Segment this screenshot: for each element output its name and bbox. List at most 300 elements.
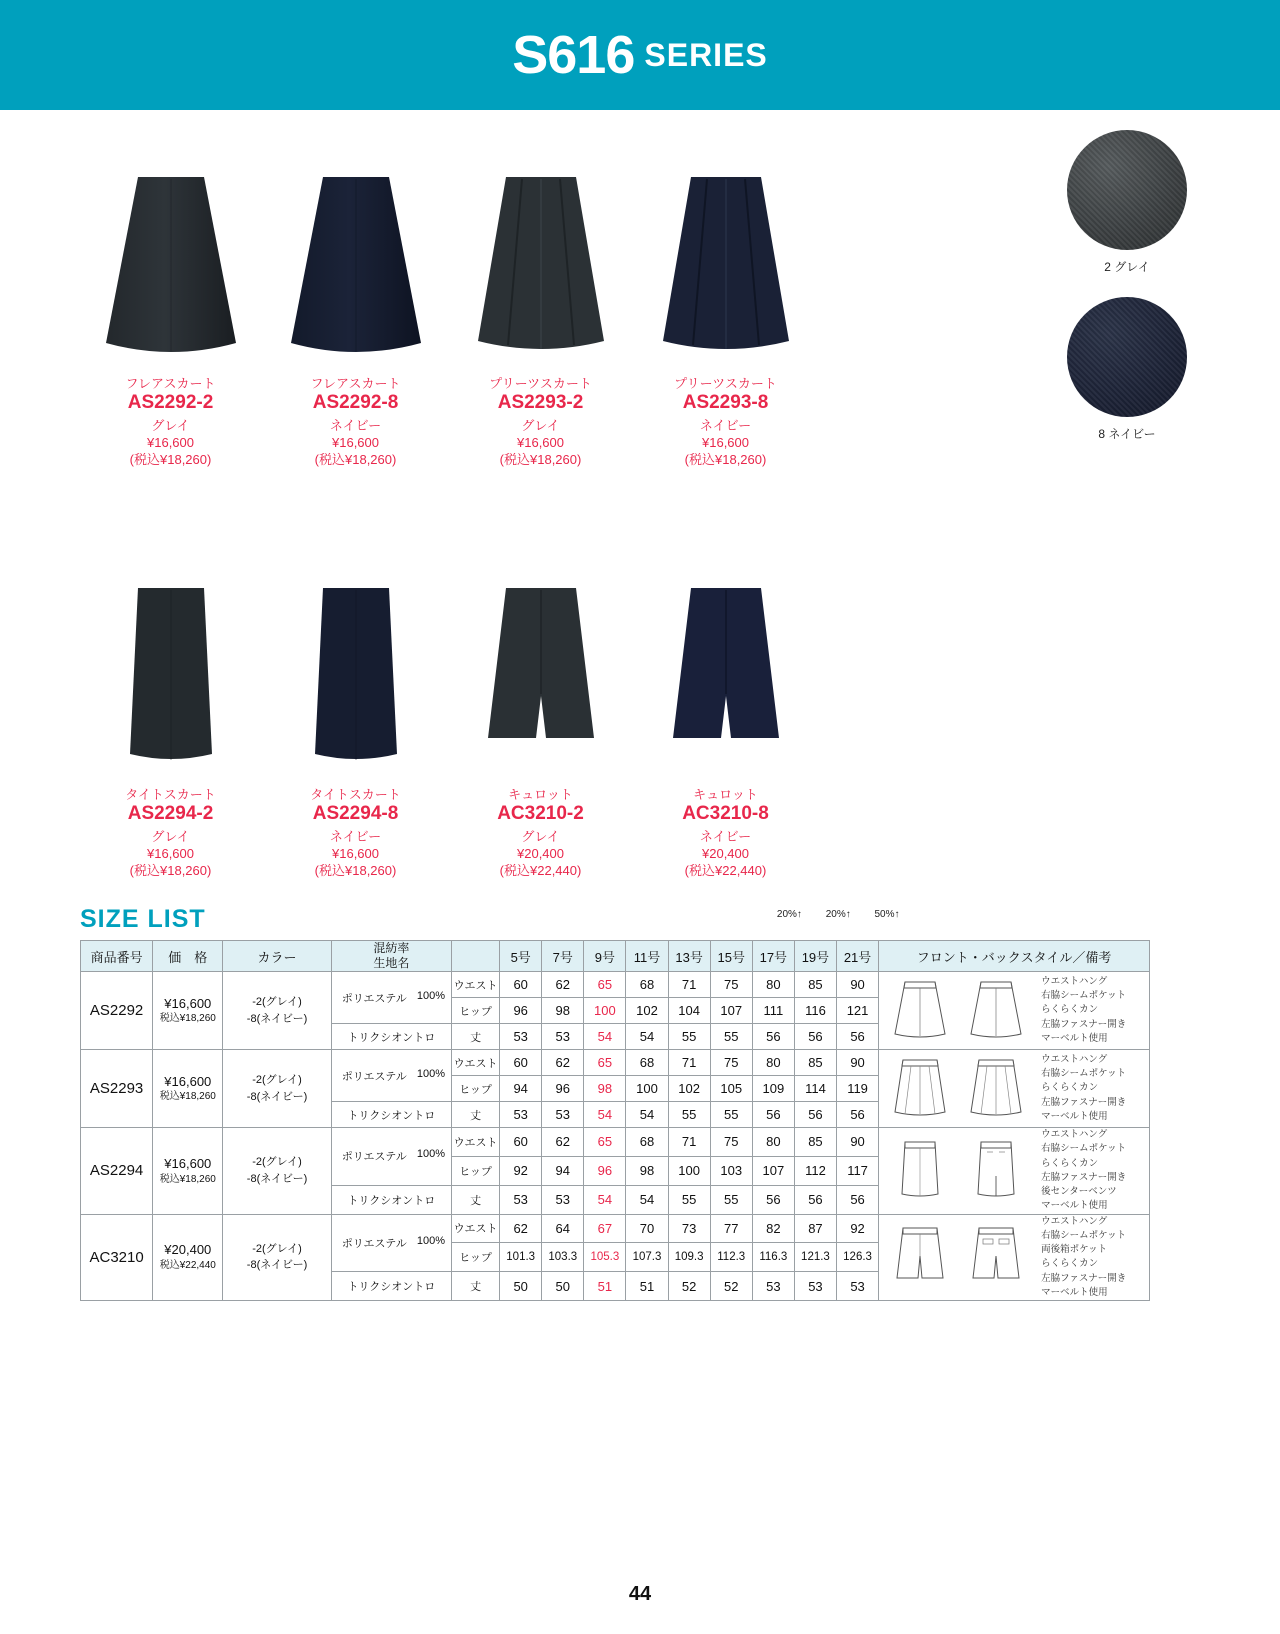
- row-style-flare: [879, 972, 1150, 1050]
- header-color: カラー: [223, 941, 331, 972]
- size-list-title: SIZE LIST: [80, 905, 206, 933]
- hip-13: 109.3: [668, 1243, 710, 1272]
- product-image-tight-navy: [263, 561, 448, 776]
- row-code: AS2294: [81, 1128, 153, 1215]
- length-19: 56: [794, 1024, 836, 1050]
- waist-19: 85: [794, 1050, 836, 1076]
- length-11: 54: [626, 1185, 668, 1214]
- product-price-tax: (税込¥22,440): [684, 863, 767, 879]
- row-fabric-name: ポリエステル: [341, 992, 407, 1005]
- row-price-main: ¥20,400: [164, 1242, 212, 1258]
- length-9: 51: [584, 1272, 626, 1301]
- note-line: 右脇シームポケット: [1041, 990, 1127, 1002]
- hip-11: 100: [626, 1076, 668, 1102]
- waist-15: 75: [710, 972, 752, 998]
- product-card[interactable]: [448, 150, 633, 469]
- length-21: 56: [837, 1185, 879, 1214]
- row-color-2: -8(ネイビー): [246, 1259, 308, 1272]
- row-fabric-pct: 100%: [416, 1067, 445, 1080]
- waist-7: 62: [542, 972, 584, 998]
- header-size-5: 5号: [500, 941, 542, 972]
- hip-15: 107: [710, 998, 752, 1024]
- hip-11: 107.3: [626, 1243, 668, 1272]
- product-row: [78, 561, 818, 880]
- waist-17: 80: [752, 1050, 794, 1076]
- waist-15: 75: [710, 1128, 752, 1157]
- row-part-length: 丈: [452, 1185, 500, 1214]
- product-type: タイトスカート: [125, 786, 216, 802]
- product-type: プリーツスカート: [489, 376, 592, 391]
- hip-21: 119: [837, 1076, 879, 1102]
- length-13: 52: [668, 1272, 710, 1301]
- note-line: ウエストハング: [1041, 1215, 1108, 1227]
- row-fabric: [331, 972, 451, 1024]
- row-fabric-name: ポリエステル: [341, 1151, 407, 1164]
- product-card[interactable]: [263, 150, 448, 469]
- row-style-culotte: [879, 1214, 1150, 1301]
- header-size-11: 11号: [626, 941, 668, 972]
- hip-7: 103.3: [542, 1243, 584, 1272]
- length-17: 56: [752, 1185, 794, 1214]
- length-13: 55: [668, 1024, 710, 1050]
- row-style-tight: [879, 1128, 1150, 1215]
- row-color: [223, 1214, 331, 1301]
- note-line: ウエストハング: [1041, 975, 1108, 987]
- product-price: ¥16,600: [147, 434, 194, 450]
- length-19: 53: [794, 1272, 836, 1301]
- waist-21: 92: [837, 1214, 879, 1243]
- row-fabric: [331, 1214, 451, 1272]
- length-9: 54: [584, 1185, 626, 1214]
- product-price: ¥16,600: [702, 434, 749, 450]
- product-image-culotte-navy: [633, 561, 818, 776]
- waist-19: 87: [794, 1214, 836, 1243]
- product-image-pleats-grey: [448, 150, 633, 365]
- row-part-hip: ヒップ: [452, 1243, 500, 1272]
- header-size-17: 17号: [752, 941, 794, 972]
- waist-17: 80: [752, 1128, 794, 1157]
- waist-17: 82: [752, 1214, 794, 1243]
- product-code: AS2292-2: [127, 392, 214, 413]
- swatch-item-grey[interactable]: [1062, 130, 1192, 275]
- product-type: フレアスカート: [125, 376, 216, 391]
- hip-15: 112.3: [710, 1243, 752, 1272]
- length-13: 55: [668, 1185, 710, 1214]
- product-code: AC3210-8: [682, 802, 769, 824]
- row-color-1: -2(グレイ): [252, 996, 302, 1008]
- row-fabric-name: ポリエステル: [341, 1070, 407, 1083]
- length-17: 56: [752, 1024, 794, 1050]
- product-color: グレイ: [151, 417, 190, 433]
- length-19: 56: [794, 1185, 836, 1214]
- style-front-tight-icon: [889, 1136, 951, 1206]
- product-type: キュロット: [508, 786, 573, 802]
- product-code: AC3210-2: [497, 802, 584, 824]
- table-row: [81, 1050, 1150, 1076]
- waist-21: 90: [837, 1050, 879, 1076]
- hip-21: 117: [837, 1156, 879, 1185]
- hip-5: 94: [500, 1076, 542, 1102]
- header-fabric: 混紡率 生地名: [331, 941, 451, 972]
- length-9: 54: [584, 1102, 626, 1128]
- note-line: らくらくカン: [1041, 1004, 1099, 1016]
- length-17: 56: [752, 1102, 794, 1128]
- row-fabric: [331, 1128, 451, 1186]
- hip-9: 98: [584, 1076, 626, 1102]
- product-card[interactable]: [633, 561, 818, 880]
- hip-9: 100: [584, 998, 626, 1024]
- row-fabric-name: ポリエステル: [341, 1237, 407, 1250]
- waist-15: 75: [710, 1050, 752, 1076]
- waist-9: 65: [584, 1050, 626, 1076]
- product-color: ネイビー: [699, 417, 752, 433]
- length-5: 53: [500, 1024, 542, 1050]
- row-code: AS2292: [81, 972, 153, 1050]
- length-21: 56: [837, 1102, 879, 1128]
- row-fabric-sub: トリクシオントロ: [331, 1024, 451, 1050]
- row-fabric-pct: 100%: [416, 1234, 445, 1247]
- product-code: AS2294-2: [127, 802, 214, 824]
- row-style-pleats: [879, 1050, 1150, 1128]
- product-color: ネイビー: [699, 828, 752, 844]
- product-image-culotte-grey: [448, 561, 633, 776]
- style-back-tight-icon: [965, 1136, 1027, 1206]
- row-fabric-sub: トリクシオントロ: [331, 1102, 451, 1128]
- product-price: ¥20,400: [702, 845, 749, 861]
- product-type: タイトスカート: [310, 786, 401, 802]
- product-image-flare-grey: [78, 150, 263, 365]
- style-front-flare-icon: [889, 976, 951, 1046]
- hip-17: 107: [752, 1156, 794, 1185]
- row-color: [223, 972, 331, 1050]
- row-color-1: -2(グレイ): [252, 1074, 302, 1086]
- table-row: [81, 1128, 1150, 1157]
- style-back-culotte-icon: [965, 1222, 1027, 1292]
- length-19: 56: [794, 1102, 836, 1128]
- product-price-tax: (税込¥18,260): [314, 863, 397, 879]
- length-7: 53: [542, 1024, 584, 1050]
- waist-5: 60: [500, 1128, 542, 1157]
- product-color: グレイ: [521, 828, 560, 844]
- product-color: ネイビー: [329, 417, 382, 433]
- note-line: 左脇ファスナー開き: [1041, 1096, 1127, 1108]
- note-line: 右脇シームポケット: [1041, 1068, 1127, 1080]
- waist-11: 68: [626, 1128, 668, 1157]
- row-fabric-sub: トリクシオントロ: [331, 1185, 451, 1214]
- hip-17: 109: [752, 1076, 794, 1102]
- product-code: AS2293-2: [497, 392, 584, 413]
- header-size-15: 15号: [710, 941, 752, 972]
- product-price: ¥16,600: [147, 845, 194, 861]
- length-7: 53: [542, 1102, 584, 1128]
- hip-17: 116.3: [752, 1243, 794, 1272]
- product-price-tax: (税込¥18,260): [314, 452, 397, 468]
- stretch-mark-3: 50%↑: [874, 909, 900, 920]
- waist-9: 65: [584, 1128, 626, 1157]
- row-notes: [1041, 1128, 1126, 1214]
- row-fabric-pct: 100%: [416, 1148, 445, 1161]
- product-type: フレアスカート: [310, 376, 401, 391]
- length-13: 55: [668, 1102, 710, 1128]
- waist-5: 60: [500, 1050, 542, 1076]
- hip-19: 116: [794, 998, 836, 1024]
- length-17: 53: [752, 1272, 794, 1301]
- length-7: 50: [542, 1272, 584, 1301]
- swatch-grey-icon: [1067, 130, 1187, 250]
- note-line: マーベルト使用: [1041, 1032, 1108, 1044]
- row-code: AC3210: [81, 1214, 153, 1301]
- waist-13: 71: [668, 972, 710, 998]
- length-7: 53: [542, 1185, 584, 1214]
- product-color: グレイ: [521, 417, 560, 433]
- waist-15: 77: [710, 1214, 752, 1243]
- hip-5: 92: [500, 1156, 542, 1185]
- hip-7: 98: [542, 998, 584, 1024]
- product-type: キュロット: [693, 786, 758, 802]
- row-notes: [1041, 1215, 1126, 1301]
- product-card[interactable]: [263, 561, 448, 880]
- note-line: マーベルト使用: [1041, 1286, 1108, 1298]
- note-line: らくらくカン: [1041, 1258, 1099, 1270]
- product-color: ネイビー: [329, 828, 382, 844]
- row-part-hip: ヒップ: [452, 998, 500, 1024]
- waist-5: 62: [500, 1214, 542, 1243]
- length-11: 54: [626, 1024, 668, 1050]
- length-5: 53: [500, 1185, 542, 1214]
- table-header-row: [81, 941, 1150, 972]
- waist-5: 60: [500, 972, 542, 998]
- page-header: [0, 0, 1280, 110]
- header-price: 価 格: [153, 941, 223, 972]
- waist-19: 85: [794, 1128, 836, 1157]
- row-color-1: -2(グレイ): [252, 1242, 302, 1255]
- product-image-flare-navy: [263, 150, 448, 365]
- length-15: 55: [710, 1102, 752, 1128]
- waist-11: 68: [626, 1050, 668, 1076]
- product-type: プリーツスカート: [674, 376, 777, 391]
- hip-9: 105.3: [584, 1243, 626, 1272]
- product-price-tax: (税込¥18,260): [129, 863, 212, 879]
- product-price-tax: (税込¥18,260): [129, 452, 212, 468]
- swatch-navy-label: 8 ネイビー: [1098, 427, 1156, 441]
- size-list-table: [80, 940, 1150, 1301]
- waist-21: 90: [837, 1128, 879, 1157]
- row-color-2: -8(ネイビー): [246, 1172, 308, 1185]
- header-size-21: 21号: [837, 941, 879, 972]
- product-card[interactable]: [78, 561, 263, 880]
- product-price: ¥16,600: [332, 845, 379, 861]
- header-part: [452, 941, 500, 972]
- hip-13: 102: [668, 1076, 710, 1102]
- style-front-pleats-icon: [889, 1054, 951, 1124]
- length-5: 50: [500, 1272, 542, 1301]
- note-line: らくらくカン: [1041, 1082, 1099, 1094]
- header-size-7: 7号: [542, 941, 584, 972]
- length-15: 55: [710, 1024, 752, 1050]
- note-line: 両後箱ポケット: [1041, 1244, 1108, 1255]
- hip-15: 105: [710, 1076, 752, 1102]
- waist-19: 85: [794, 972, 836, 998]
- row-color-2: -8(ネイビー): [246, 1012, 308, 1025]
- row-part-waist: ウエスト: [452, 1128, 500, 1157]
- product-card[interactable]: [448, 561, 633, 880]
- hip-19: 112: [794, 1156, 836, 1185]
- stretch-mark-2: 20%↑: [825, 909, 851, 920]
- header-size-9: 9号: [584, 941, 626, 972]
- length-15: 52: [710, 1272, 752, 1301]
- length-21: 56: [837, 1024, 879, 1050]
- product-price-tax: (税込¥22,440): [499, 863, 582, 879]
- product-code: AS2294-8: [312, 802, 399, 824]
- row-code: AS2293: [81, 1050, 153, 1128]
- waist-7: 62: [542, 1128, 584, 1157]
- series-subtitle: SERIES: [644, 36, 768, 73]
- row-price-tax: 税込¥18,260: [159, 1013, 216, 1025]
- row-part-hip: ヒップ: [452, 1076, 500, 1102]
- table-row: [81, 1214, 1150, 1243]
- row-notes: [1041, 975, 1126, 1046]
- hip-13: 100: [668, 1156, 710, 1185]
- product-price-tax: (税込¥18,260): [684, 452, 767, 468]
- row-color-2: -8(ネイビー): [246, 1090, 308, 1103]
- waist-21: 90: [837, 972, 879, 998]
- hip-13: 104: [668, 998, 710, 1024]
- row-part-waist: ウエスト: [452, 972, 500, 998]
- row-color: [223, 1050, 331, 1128]
- waist-9: 65: [584, 972, 626, 998]
- waist-9: 67: [584, 1214, 626, 1243]
- size-list-section: [80, 905, 1200, 1301]
- hip-9: 96: [584, 1156, 626, 1185]
- length-15: 55: [710, 1185, 752, 1214]
- row-color-1: -2(グレイ): [252, 1156, 302, 1169]
- row-fabric-pct: 100%: [416, 989, 445, 1002]
- series-title: S616: [512, 25, 635, 85]
- header-style: フロント・バックスタイル／備考: [879, 941, 1150, 972]
- hip-11: 98: [626, 1156, 668, 1185]
- row-price: [153, 1050, 223, 1128]
- waist-13: 71: [668, 1050, 710, 1076]
- row-price: [153, 1128, 223, 1215]
- length-9: 54: [584, 1024, 626, 1050]
- hip-21: 121: [837, 998, 879, 1024]
- product-price: ¥16,600: [517, 434, 564, 450]
- length-21: 53: [837, 1272, 879, 1301]
- product-image-pleats-navy: [633, 150, 818, 365]
- waist-11: 70: [626, 1214, 668, 1243]
- row-notes: [1041, 1053, 1126, 1124]
- note-line: 後センターベンツ: [1041, 1186, 1117, 1197]
- row-price-tax: 税込¥18,260: [159, 1173, 216, 1185]
- stretch-mark-1: 20%↑: [776, 909, 802, 920]
- style-front-culotte-icon: [889, 1222, 951, 1292]
- hip-15: 103: [710, 1156, 752, 1185]
- note-line: 左脇ファスナー開き: [1041, 1018, 1127, 1030]
- row-price-main: ¥16,600: [164, 1155, 212, 1171]
- note-line: 左脇ファスナー開き: [1041, 1272, 1127, 1284]
- hip-5: 96: [500, 998, 542, 1024]
- row-price: [153, 1214, 223, 1301]
- style-back-flare-icon: [965, 976, 1027, 1046]
- row-price-tax: 税込¥18,260: [159, 1091, 216, 1103]
- note-line: マーベルト使用: [1041, 1200, 1108, 1212]
- note-line: ウエストハング: [1041, 1129, 1108, 1140]
- hip-11: 102: [626, 998, 668, 1024]
- page-number: 44: [628, 1583, 652, 1605]
- product-card[interactable]: [633, 150, 818, 469]
- row-price-main: ¥16,600: [164, 995, 212, 1011]
- note-line: 右脇シームポケット: [1041, 1229, 1127, 1241]
- product-grid: [78, 150, 818, 880]
- product-code: AS2292-8: [312, 392, 399, 413]
- row-part-waist: ウエスト: [452, 1050, 500, 1076]
- hip-7: 96: [542, 1076, 584, 1102]
- waist-11: 68: [626, 972, 668, 998]
- length-11: 51: [626, 1272, 668, 1301]
- hip-7: 94: [542, 1156, 584, 1185]
- product-price: ¥16,600: [332, 434, 379, 450]
- product-row: [78, 150, 818, 469]
- note-line: ウエストハング: [1041, 1053, 1108, 1065]
- size-list-body: [81, 972, 1150, 1301]
- product-card[interactable]: [78, 150, 263, 469]
- color-swatch-list: [1062, 130, 1192, 464]
- row-fabric: [331, 1050, 451, 1102]
- swatch-navy-icon: [1067, 297, 1187, 417]
- waist-7: 62: [542, 1050, 584, 1076]
- hip-21: 126.3: [837, 1243, 879, 1272]
- row-part-length: 丈: [452, 1102, 500, 1128]
- product-color: グレイ: [151, 828, 190, 844]
- waist-13: 73: [668, 1214, 710, 1243]
- length-11: 54: [626, 1102, 668, 1128]
- hip-19: 114: [794, 1076, 836, 1102]
- row-fabric-sub: トリクシオントロ: [331, 1272, 451, 1301]
- product-image-tight-grey: [78, 561, 263, 776]
- hip-5: 101.3: [500, 1243, 542, 1272]
- product-code: AS2293-8: [682, 392, 769, 413]
- hip-17: 111: [752, 998, 794, 1024]
- stretch-marks: [766, 909, 910, 920]
- row-price-main: ¥16,600: [164, 1073, 212, 1089]
- length-5: 53: [500, 1102, 542, 1128]
- note-line: 右脇シームポケット: [1041, 1143, 1127, 1155]
- product-price: ¥20,400: [517, 845, 564, 861]
- table-row: [81, 972, 1150, 998]
- note-line: 左脇ファスナー開き: [1041, 1171, 1127, 1183]
- swatch-item-navy[interactable]: [1062, 297, 1192, 442]
- row-part-hip: ヒップ: [452, 1156, 500, 1185]
- waist-7: 64: [542, 1214, 584, 1243]
- row-price-tax: 税込¥22,440: [159, 1260, 216, 1272]
- header-code: 商品番号: [81, 941, 153, 972]
- row-price: [153, 972, 223, 1050]
- note-line: らくらくカン: [1041, 1157, 1099, 1169]
- waist-17: 80: [752, 972, 794, 998]
- note-line: マーベルト使用: [1041, 1110, 1108, 1122]
- header-size-19: 19号: [794, 941, 836, 972]
- style-back-pleats-icon: [965, 1054, 1027, 1124]
- hip-19: 121.3: [794, 1243, 836, 1272]
- row-color: [223, 1128, 331, 1215]
- header-size-13: 13号: [668, 941, 710, 972]
- product-price-tax: (税込¥18,260): [499, 452, 582, 468]
- row-part-length: 丈: [452, 1024, 500, 1050]
- swatch-grey-label: 2 グレイ: [1104, 260, 1150, 274]
- row-part-waist: ウエスト: [452, 1214, 500, 1243]
- waist-13: 71: [668, 1128, 710, 1157]
- row-part-length: 丈: [452, 1272, 500, 1301]
